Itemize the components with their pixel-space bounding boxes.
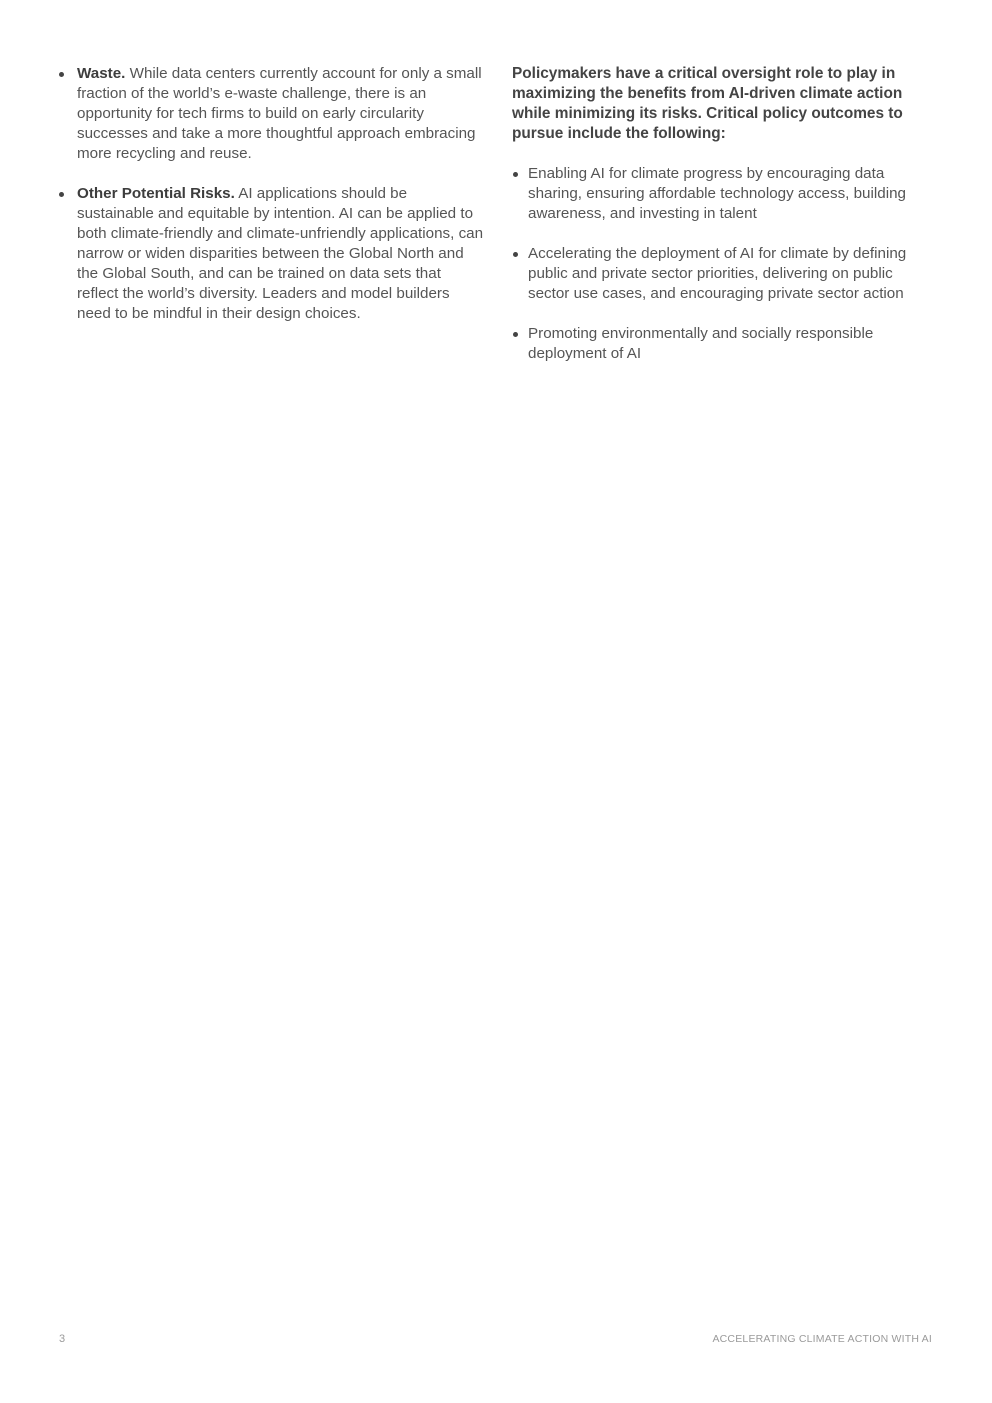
right-column: [512, 64, 936, 384]
document-title: ACCELERATING CLIMATE ACTION WITH AI: [712, 1333, 932, 1345]
page-number: 3: [59, 1333, 66, 1345]
item-term: Waste.: [77, 65, 126, 82]
item-text: While data centers currently account for only a small fraction of the world’s e-waste challenge, there is an opportunity for tech firms to build on early circularity successes and take a more thoughtful approach embracing more recycling and reuse.: [77, 65, 482, 162]
policy-intro: Policymakers have a critical oversight role to play in maximizing the benefits from AI-driven climate action while minimizing its risks. Critical policy outcomes to pursue include the following:: [512, 65, 903, 142]
list-item-waste: [57, 64, 485, 164]
list-item: Enabling AI for climate progress by encouraging data sharing, ensuring affordable technology access, building awareness, and investing in talent: [512, 164, 936, 224]
risk-list: [57, 64, 485, 324]
list-item-other-risks: [57, 184, 485, 324]
list-item: Promoting environmentally and socially responsible deployment of AI: [512, 324, 936, 364]
list-item: Accelerating the deployment of AI for climate by defining public and private sector priorities, delivering on public sector use cases, and encouraging private sector action: [512, 244, 936, 304]
left-column: [57, 64, 485, 344]
item-text: AI applications should be sustainable and equitable by intention. AI can be applied to both climate-friendly and climate-unfriendly applications, can narrow or widen disparities between the Global North and the Global South, and can be trained on data sets that reflect the world’s diversity. Leaders and model builders need to be mindful in their design choices.: [77, 185, 484, 322]
policy-outcomes-list: [512, 164, 936, 364]
item-term: Other Potential Risks.: [77, 185, 235, 202]
